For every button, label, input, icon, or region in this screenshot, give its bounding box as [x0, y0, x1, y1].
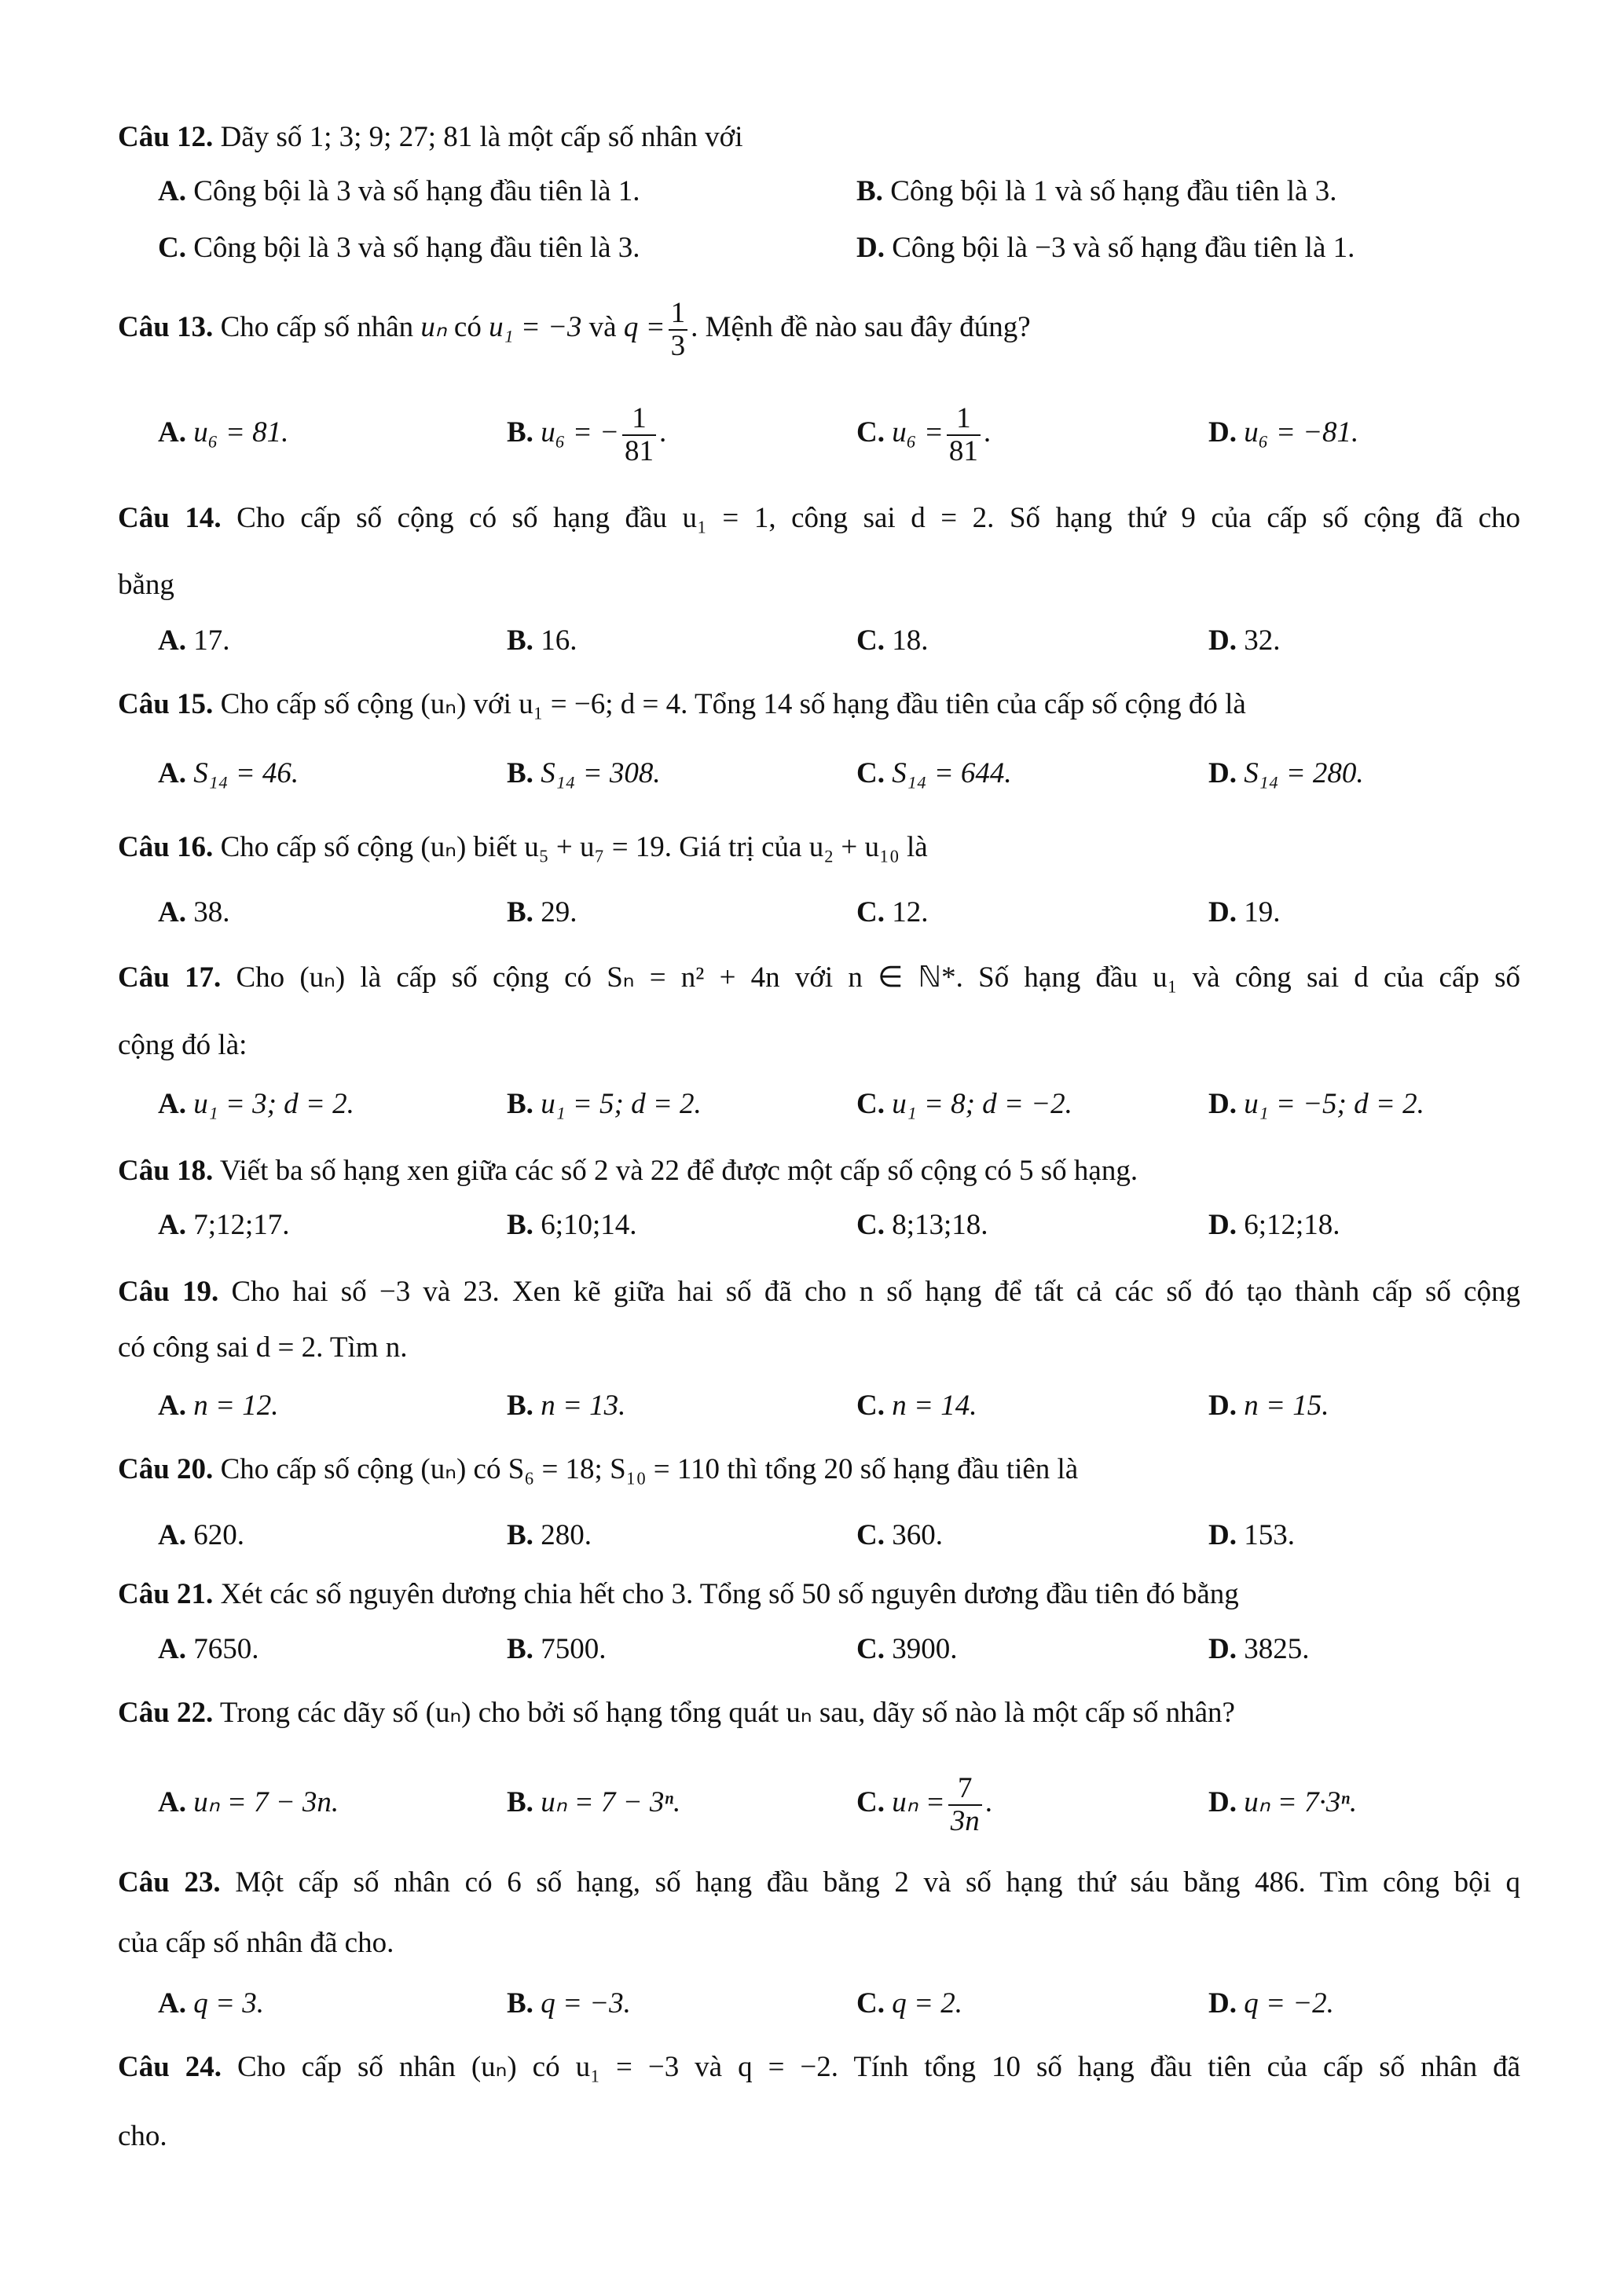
q22-D: uₙ = 7·3ⁿ.	[1244, 1786, 1358, 1818]
option-b	[507, 1087, 702, 1122]
q20-B: 280.	[541, 1519, 592, 1551]
option-a	[158, 624, 229, 658]
q17-line1: Cho (uₙ) là cấp số cộng có Sₙ = n² + 4n với n ∈ ℕ*. Số hạng đầu u₁ và công sai d của cấp số	[236, 961, 1520, 994]
q22-text: Trong các dãy số (uₙ) cho bởi số hạng tổng quát uₙ sau, dãy số nào là một cấp số nhân?	[219, 1697, 1235, 1729]
letters-D: D.	[1208, 1209, 1237, 1241]
q19-label: Câu 19.	[118, 1276, 219, 1308]
q19-A: n = 12.	[193, 1390, 279, 1422]
letters-C: C.	[856, 1987, 885, 2020]
q18-A: 7;12;17.	[193, 1209, 290, 1241]
q14-B: 16.	[541, 624, 577, 657]
option-b	[507, 895, 577, 930]
letters-B: B.	[507, 1633, 533, 1665]
letters-C: C.	[856, 1633, 885, 1665]
letters-D: D.	[1208, 624, 1237, 657]
q15-B: S₁₄ = 308.	[541, 757, 661, 789]
question-14-cont	[118, 568, 174, 602]
question-17-cont	[118, 1028, 247, 1063]
letters-A: A.	[158, 1786, 186, 1818]
option-c	[158, 231, 640, 265]
fraction	[622, 403, 656, 467]
q13-label: Câu 13.	[118, 311, 214, 343]
letters-B: B.	[507, 1519, 533, 1551]
q21-label: Câu 21.	[118, 1578, 214, 1610]
option-c	[856, 1987, 962, 2021]
q22-C-den: 3n	[950, 1804, 980, 1837]
option-a	[158, 1632, 258, 1667]
q21-D: 3825.	[1244, 1633, 1310, 1665]
q24-label: Câu 24.	[118, 2051, 222, 2083]
q23-D: q = −2.	[1244, 1987, 1334, 2020]
q13-m2: u₁ = −3	[489, 311, 582, 343]
q13-C-pre: u₆ =	[892, 416, 944, 449]
option-c	[856, 756, 1012, 791]
q13-m1: uₙ	[420, 311, 447, 343]
letters-A: A.	[158, 1987, 186, 2020]
option-a	[158, 756, 299, 791]
q18-B: 6;10;14.	[541, 1209, 637, 1241]
option-c	[856, 1518, 943, 1553]
option-c	[856, 1767, 992, 1838]
letters-A: A.	[158, 624, 186, 657]
q22-label: Câu 22.	[118, 1697, 214, 1729]
q23-A: q = 3.	[193, 1987, 264, 2020]
q14-A: 17.	[193, 624, 230, 657]
question-22	[118, 1696, 1235, 1730]
option-c	[856, 1389, 977, 1423]
q16-B: 29.	[541, 896, 577, 928]
q15-A: S₁₄ = 46.	[193, 757, 299, 789]
letters-A: A.	[158, 416, 186, 449]
q14-line2: bằng	[118, 569, 174, 601]
q13-m3: q =	[623, 311, 665, 343]
option-c	[856, 397, 991, 468]
question-15	[118, 687, 1246, 722]
q20-label: Câu 20.	[118, 1453, 214, 1485]
letters-D: D.	[1208, 416, 1237, 449]
option-d	[1208, 1987, 1334, 2021]
question-21	[118, 1577, 1239, 1612]
q13-t2: có	[453, 311, 482, 343]
option-b	[507, 397, 666, 468]
q14-label: Câu 14.	[118, 502, 222, 534]
letters-A: A.	[158, 1390, 186, 1422]
q15-text: Cho cấp số cộng (uₙ) với u₁ = −6; d = 4. Tổng 14 số hạng đầu tiên của cấp số cộng đó là	[220, 688, 1246, 720]
question-19	[118, 1275, 1520, 1309]
q13-t1: Cho cấp số nhân	[220, 311, 414, 343]
letters-C: C.	[856, 1390, 885, 1422]
option-b	[507, 624, 577, 658]
q23-C: q = 2.	[892, 1987, 962, 2020]
q17-label: Câu 17.	[118, 961, 222, 994]
dot: .	[984, 1786, 992, 1818]
option-b	[507, 1767, 680, 1838]
question-18	[118, 1154, 1138, 1188]
q12-B: Công bội là 1 và số hạng đầu tiên là 3.	[890, 175, 1337, 207]
q13-C-num: 1	[947, 403, 981, 436]
question-label: Câu 12.	[118, 121, 214, 153]
letters-B: B.	[507, 416, 533, 449]
letters-B: B.	[507, 1209, 533, 1241]
dot: .	[983, 416, 992, 449]
letters-A: A.	[158, 1209, 186, 1241]
question-23	[118, 1866, 1520, 1900]
q15-D: S₁₄ = 280.	[1244, 757, 1364, 789]
option-a	[158, 174, 640, 209]
q13-D: u₆ = −81.	[1244, 416, 1359, 449]
question-24-cont	[118, 2119, 167, 2154]
option-b	[507, 1518, 592, 1553]
letters-A: A.	[158, 1088, 186, 1120]
letters-C: C.	[856, 757, 885, 789]
question-17	[118, 961, 1520, 995]
option-c	[856, 1632, 957, 1667]
q23-line1: Một cấp số nhân có 6 số hạng, số hạng đầu bằng 2 và số hạng thứ sáu bằng 486. Tìm công bội q	[235, 1866, 1521, 1899]
option-d	[1208, 1632, 1309, 1667]
question-24	[118, 2050, 1520, 2085]
option-a	[158, 1767, 339, 1838]
q17-C: u₁ = 8; d = −2.	[892, 1088, 1072, 1120]
option-d	[1208, 895, 1280, 930]
q24-line1: Cho cấp số nhân (uₙ) có u₁ = −3 và q = −2. Tính tổng 10 số hạng đầu tiên của cấp số nhân đã	[237, 2051, 1520, 2083]
option-d	[856, 231, 1355, 265]
option-c	[856, 1208, 988, 1243]
letters-C: C.	[856, 1088, 885, 1120]
option-a	[158, 1518, 244, 1553]
q21-C: 3900.	[892, 1633, 958, 1665]
q13-q-num: 1	[669, 298, 688, 331]
letters-B: B.	[856, 175, 883, 207]
q19-line2: có công sai d = 2. Tìm n.	[118, 1331, 408, 1364]
letters-C: C.	[856, 416, 885, 449]
q21-text: Xét các số nguyên dương chia hết cho 3. Tổng số 50 số nguyên dương đầu tiên đó bằng	[220, 1578, 1239, 1610]
letters-D: D.	[1208, 896, 1237, 928]
letters-D: D.	[1208, 1987, 1237, 2020]
letters-A: A.	[158, 1633, 186, 1665]
q23-B: q = −3.	[541, 1987, 631, 2020]
q12-A: Công bội là 3 và số hạng đầu tiên là 1.	[193, 175, 640, 207]
q18-label: Câu 18.	[118, 1155, 214, 1187]
letters-B: B.	[507, 757, 533, 789]
option-c	[856, 1087, 1072, 1122]
q13-B-pre: u₆ = −	[541, 416, 619, 449]
letters-A: A.	[158, 175, 186, 207]
option-d	[1208, 397, 1358, 468]
option-d	[1208, 1208, 1340, 1243]
question-20	[118, 1452, 1078, 1487]
letters-D: D.	[1208, 1519, 1237, 1551]
q22-B: uₙ = 7 − 3ⁿ.	[541, 1786, 681, 1818]
fraction	[669, 298, 688, 362]
q16-D: 19.	[1244, 896, 1281, 928]
q13-C-den: 81	[948, 434, 978, 467]
q13-t3: và	[588, 311, 617, 343]
q22-C-num: 7	[948, 1773, 982, 1806]
q17-line2: cộng đó là:	[118, 1029, 247, 1061]
q17-A: u₁ = 3; d = 2.	[193, 1088, 354, 1120]
option-d	[1208, 1087, 1424, 1122]
q22-C-pre: uₙ =	[892, 1786, 945, 1818]
option-b	[507, 1389, 625, 1423]
fraction	[948, 1773, 982, 1837]
letters-C: C.	[856, 1209, 885, 1241]
option-d	[1208, 624, 1280, 658]
letters-C: C.	[856, 1786, 885, 1818]
q16-text: Cho cấp số cộng (uₙ) biết u₅ + u₇ = 19. Giá trị của u₂ + u₁₀ là	[220, 831, 928, 863]
q14-line1: Cho cấp số cộng có số hạng đầu u₁ = 1, công sai d = 2. Số hạng thứ 9 của cấp số cộng đã cho	[236, 502, 1520, 534]
question-text: Dãy số 1; 3; 9; 27; 81 là một cấp số nhân với	[220, 121, 743, 153]
option-a	[158, 397, 288, 468]
option-a	[158, 1987, 264, 2021]
option-b	[856, 174, 1336, 209]
letters-B: B.	[507, 896, 533, 928]
q15-label: Câu 15.	[118, 688, 214, 720]
letters-A: A.	[158, 896, 186, 928]
question-14	[118, 501, 1520, 536]
question-19-cont	[118, 1331, 408, 1365]
letters-D: D.	[1208, 757, 1237, 789]
q14-D: 32.	[1244, 624, 1281, 657]
option-d	[1208, 1389, 1329, 1423]
letters-C: C.	[856, 1519, 885, 1551]
option-d	[1208, 1518, 1295, 1553]
q16-C: 12.	[892, 896, 929, 928]
q18-D: 6;12;18.	[1244, 1209, 1340, 1241]
letters-D: D.	[1208, 1786, 1237, 1818]
q17-B: u₁ = 5; d = 2.	[541, 1088, 702, 1120]
letters-B: B.	[507, 1786, 533, 1818]
option-b	[507, 1987, 631, 2021]
option-d	[1208, 1767, 1357, 1838]
option-a	[158, 1087, 354, 1122]
q16-A: 38.	[193, 896, 230, 928]
q20-C: 360.	[892, 1519, 943, 1551]
q21-A: 7650.	[193, 1633, 259, 1665]
fraction	[947, 403, 981, 467]
q20-A: 620.	[193, 1519, 244, 1551]
option-a	[158, 1389, 278, 1423]
letters-B: B.	[507, 1987, 533, 2020]
letters-A: A.	[158, 757, 186, 789]
q17-D: u₁ = −5; d = 2.	[1244, 1088, 1424, 1120]
dot: .	[659, 416, 667, 449]
q19-D: n = 15.	[1244, 1390, 1329, 1422]
question-23-cont	[118, 1926, 394, 1961]
q24-line2: cho.	[118, 2120, 167, 2152]
q15-C: S₁₄ = 644.	[892, 757, 1012, 789]
q21-B: 7500.	[541, 1633, 607, 1665]
letters-B: B.	[507, 1390, 533, 1422]
option-b	[507, 1208, 637, 1243]
question-12	[118, 120, 743, 155]
q13-A: u₆ = 81.	[193, 416, 289, 449]
q13-B-num: 1	[622, 403, 656, 436]
letters-D: D.	[856, 232, 885, 264]
q18-text: Viết ba số hạng xen giữa các số 2 và 22 để được một cấp số cộng có 5 số hạng.	[219, 1155, 1138, 1187]
option-a	[158, 1208, 290, 1243]
letters-C: C.	[856, 624, 885, 657]
letters-D: D.	[1208, 1390, 1237, 1422]
q12-D: Công bội là −3 và số hạng đầu tiên là 1.	[892, 232, 1355, 264]
letters-D: D.	[1208, 1088, 1237, 1120]
letters-B: B.	[507, 624, 533, 657]
q13-q-den: 3	[670, 329, 686, 362]
option-c	[856, 895, 928, 930]
option-b	[507, 756, 661, 791]
q13-B-den: 81	[625, 434, 654, 467]
letters-B: B.	[507, 1088, 533, 1120]
q13-t4: . Mệnh đề nào sau đây đúng?	[691, 311, 1031, 343]
letters-D: D.	[1208, 1633, 1237, 1665]
q20-text: Cho cấp số cộng (uₙ) có S₆ = 18; S₁₀ = 110 thì tổng 20 số hạng đầu tiên là	[220, 1453, 1079, 1485]
letters-A: A.	[158, 1519, 186, 1551]
q12-C: Công bội là 3 và số hạng đầu tiên là 3.	[193, 232, 640, 264]
q23-label: Câu 23.	[118, 1866, 221, 1899]
option-c	[856, 624, 928, 658]
q23-line2: của cấp số nhân đã cho.	[118, 1927, 394, 1959]
q18-C: 8;13;18.	[892, 1209, 988, 1241]
q22-A: uₙ = 7 − 3n.	[193, 1786, 339, 1818]
question-13	[118, 292, 1031, 363]
q20-D: 153.	[1244, 1519, 1295, 1551]
q14-C: 18.	[892, 624, 929, 657]
q19-line1: Cho hai số −3 và 23. Xen kẽ giữa hai số đã cho n số hạng để tất cả các số đó tạo thành cấp số cộng	[231, 1276, 1520, 1308]
q16-label: Câu 16.	[118, 831, 214, 863]
letters-C: C.	[856, 896, 885, 928]
q19-C: n = 14.	[892, 1390, 977, 1422]
q19-B: n = 13.	[541, 1390, 626, 1422]
letters-C: C.	[158, 232, 186, 264]
question-16	[118, 830, 928, 865]
option-d	[1208, 756, 1364, 791]
option-a	[158, 895, 229, 930]
option-b	[507, 1632, 606, 1667]
